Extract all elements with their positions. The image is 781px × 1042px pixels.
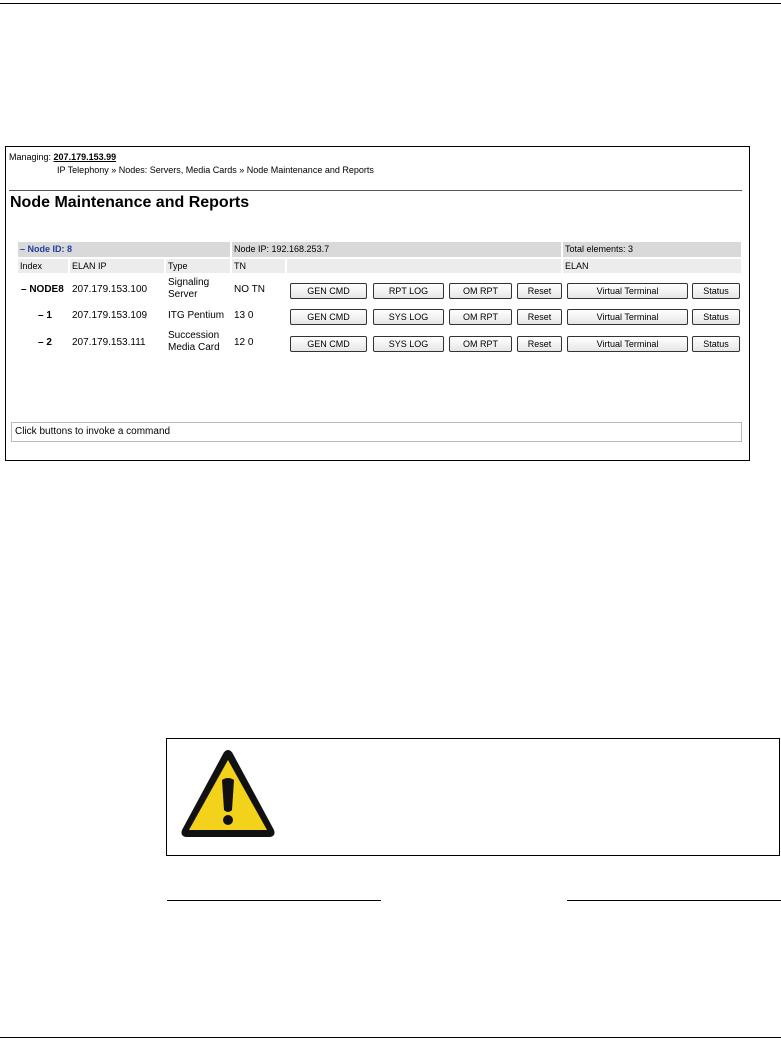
col-tn: TN [234, 261, 246, 271]
gen-cmd-button[interactable]: GEN CMD [290, 283, 367, 299]
bottom-rule [0, 1037, 781, 1038]
row-type: Server [168, 289, 198, 300]
title-divider [9, 190, 742, 191]
breadcrumb: IP Telephony » Nodes: Servers, Media Cards » Node Maintenance and Reports [57, 165, 374, 175]
row-tn: NO TN [234, 284, 265, 295]
row-type: Succession [168, 330, 220, 341]
managing-ip-link[interactable]: 207.179.153.99 [53, 152, 117, 162]
col-bg-elan [563, 259, 741, 273]
row-tn: 13 0 [234, 310, 254, 321]
col-elan-ip: ELAN IP [72, 261, 107, 271]
status-button[interactable]: Status [692, 336, 740, 352]
page-title: Node Maintenance and Reports [10, 194, 250, 211]
gen-cmd-button[interactable]: GEN CMD [290, 336, 367, 352]
row-type: ITG Pentium [168, 310, 225, 321]
om-rpt-button[interactable]: OM RPT [449, 283, 512, 299]
row-index-1[interactable]: – 1 [38, 310, 52, 321]
top-rule [0, 3, 781, 4]
virtual-terminal-button[interactable]: Virtual Terminal [567, 283, 688, 299]
status-bar [11, 422, 742, 442]
warning-triangle-icon [178, 746, 278, 842]
status-button[interactable]: Status [692, 309, 740, 325]
rpt-log-button[interactable]: RPT LOG [373, 283, 444, 299]
managing-line [9, 152, 116, 162]
row-index-2[interactable]: – 2 [38, 337, 52, 348]
node-ip-label: Node IP: 192.168.253.7 [234, 244, 330, 254]
row-elan-ip: 207.179.153.111 [72, 337, 146, 348]
col-elan: ELAN [565, 261, 589, 271]
sys-log-button[interactable]: SYS LOG [373, 309, 444, 325]
node-id-toggle[interactable]: – Node ID: 8 [20, 244, 73, 254]
status-message: Click buttons to invoke a command [15, 426, 171, 437]
virtual-terminal-button[interactable]: Virtual Terminal [567, 309, 688, 325]
col-type: Type [168, 261, 188, 271]
total-elements-label: Total elements: 3 [565, 244, 634, 254]
om-rpt-button[interactable]: OM RPT [449, 309, 512, 325]
node-maintenance-window [5, 146, 750, 461]
row-tn: 12 0 [234, 337, 254, 348]
caution-box [166, 738, 780, 856]
reset-button[interactable]: Reset [517, 336, 562, 352]
row-index-node8[interactable]: – NODE8 [21, 284, 64, 295]
reset-button[interactable]: Reset [517, 309, 562, 325]
row-type: Signaling [168, 277, 210, 288]
gen-cmd-button[interactable]: GEN CMD [290, 309, 367, 325]
row-elan-ip: 207.179.153.109 [72, 310, 148, 321]
virtual-terminal-button[interactable]: Virtual Terminal [567, 336, 688, 352]
sys-log-button[interactable]: SYS LOG [373, 336, 444, 352]
reset-button[interactable]: Reset [517, 283, 562, 299]
row-type: Media Card [168, 342, 220, 353]
row-elan-ip: 207.179.153.100 [72, 284, 148, 295]
om-rpt-button[interactable]: OM RPT [449, 336, 512, 352]
col-bg-blank [287, 259, 561, 273]
status-button[interactable]: Status [692, 283, 740, 299]
underline-left [167, 900, 381, 901]
col-index: Index [20, 261, 43, 271]
managing-label: Managing: [9, 152, 52, 162]
underline-right [567, 900, 781, 901]
